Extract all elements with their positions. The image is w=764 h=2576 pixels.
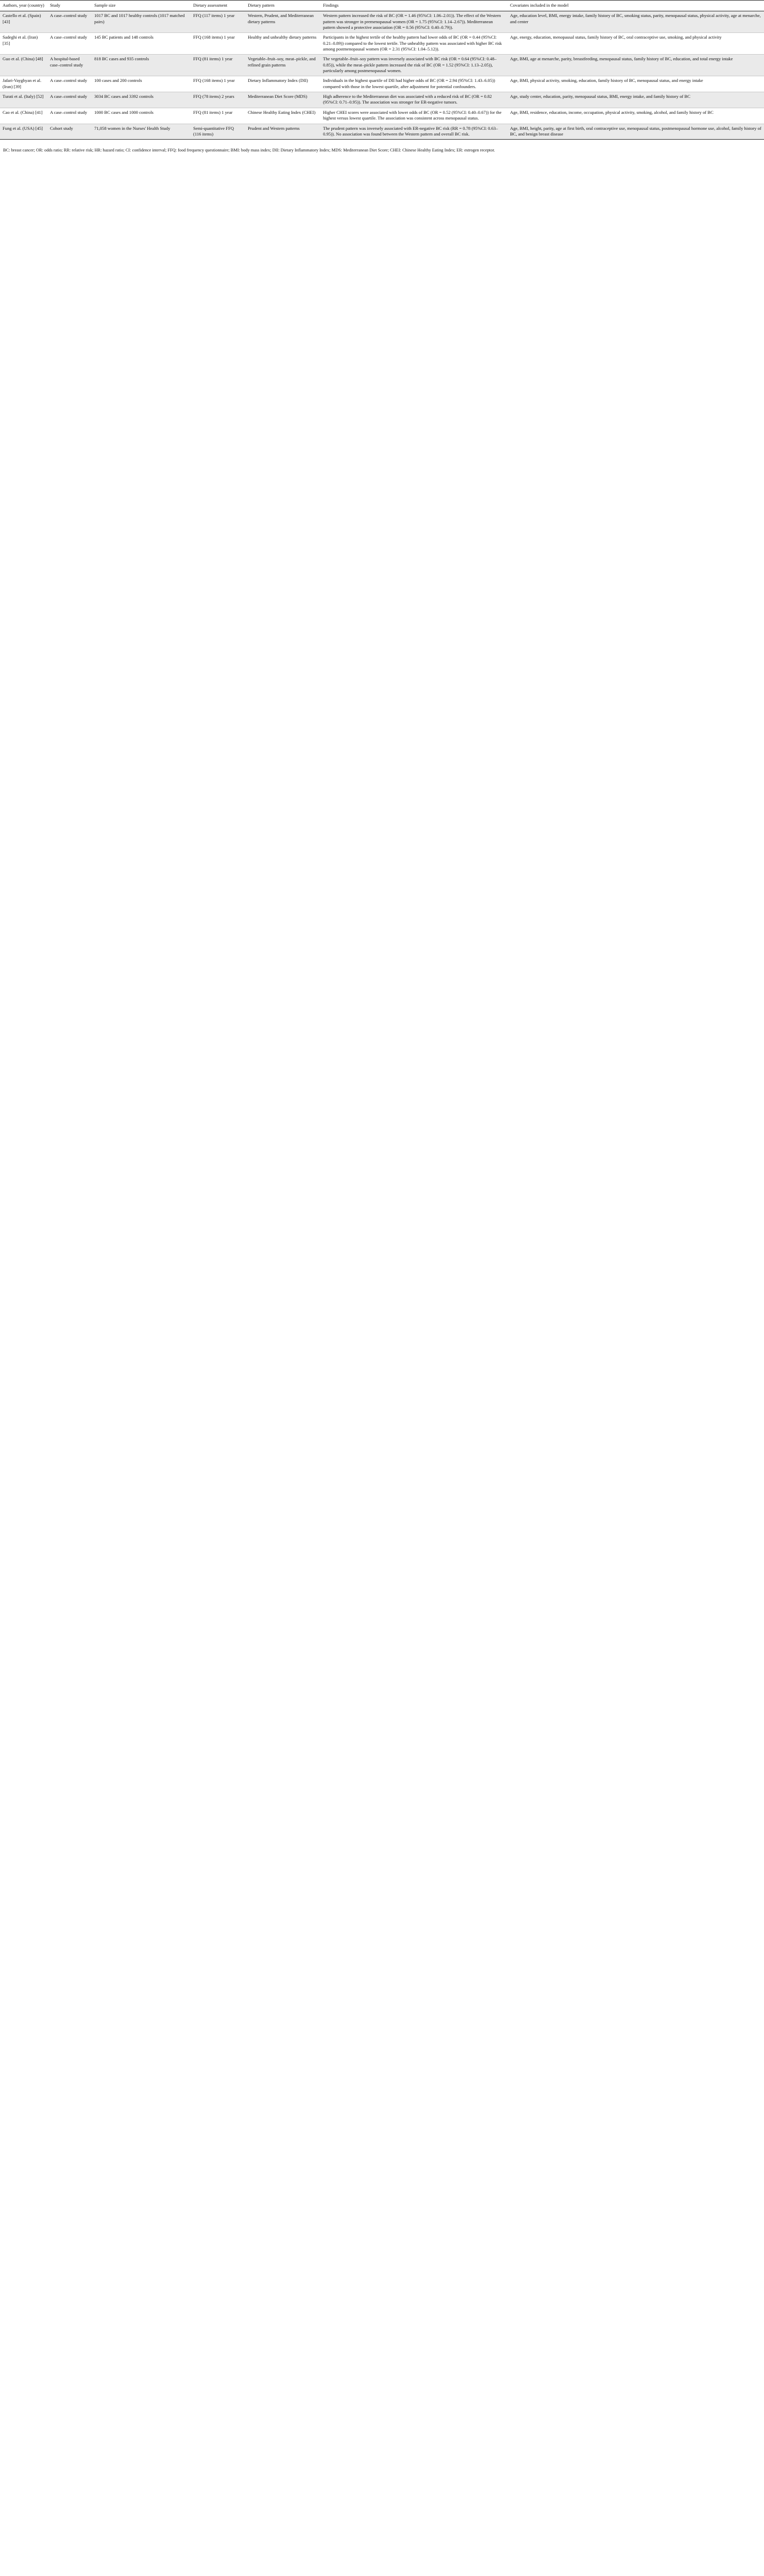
- cell-study: A hospital-based case–control study: [47, 55, 92, 76]
- cell-assessment: Semi-quantitative FFQ (116 items): [191, 124, 245, 140]
- cell-pattern: Dietary Inflammatory Index (DII): [245, 76, 320, 92]
- cell-sample: 145 BC patients and 148 controls: [92, 33, 191, 55]
- header-study: Study: [47, 1, 92, 11]
- cell-findings: Western pattern increased the risk of BC (OR = 1.46 (95%CI: 1.06–2.01)). The effect of the Western pattern was stronger in premenopausal women (OR = 1.75 (95%CI: 1.14–2.67)). Mediterranean pattern showed a protective association (OR = 0.56 (95%CI: 0.40–0.79)).: [320, 11, 507, 33]
- cell-assessment: FFQ (117 items) 1 year: [191, 11, 245, 33]
- cell-covariates: Age, energy, education, menopausal status, family history of BC, oral contraceptive use, smoking, and physical activity: [507, 33, 764, 55]
- cell-study: A case–control study: [47, 108, 92, 124]
- cell-author: Cao et al. (China) [41]: [0, 108, 47, 124]
- cell-sample: 818 BC cases and 935 controls: [92, 55, 191, 76]
- cell-assessment: FFQ (81 items) 1 year: [191, 55, 245, 76]
- cell-pattern: Western, Prudent, and Mediterranean dietary patterns: [245, 11, 320, 33]
- cell-pattern: Prudent and Western patterns: [245, 124, 320, 140]
- cell-author: Turati et al. (Italy) [52]: [0, 92, 47, 108]
- cell-covariates: Age, study center, education, parity, menopausal status, BMI, energy intake, and family history of BC: [507, 92, 764, 108]
- cell-findings: The prudent pattern was inversely associated with ER-negative BC risk (RR = 0.78 (95%CI: 0.63–0.95)). No association was found between the Western pattern and overall BC risk.: [320, 124, 507, 140]
- cell-author: Jafari-Vayghyan et al. (Iran) [39]: [0, 76, 47, 92]
- table-footnote: BC: breast cancer; OR: odds ratio; RR: relative risk; HR: hazard ratio; CI: confidence interval; FFQ: food frequency questionnaire; BMI: body mass index; DII: Dietary Inflammatory Index; MDS: Mediterranean Diet Score; CHEI: Chinese Healthy Eating Index; ER: estrogen receptor.: [3, 147, 495, 152]
- cell-author: Guo et al. (China) [48]: [0, 55, 47, 76]
- cell-author: Sadeghi et al. (Iran) [35]: [0, 33, 47, 55]
- cell-findings: Individuals in the highest quartile of DII had higher odds of BC (OR = 2.94 (95%CI: 1.43–6.05)) compared with those in the lowest quartile, after adjustment for potential confounders.: [320, 76, 507, 92]
- cell-findings: Higher CHEI scores were associated with lower odds of BC (OR = 0.52 (95%CI: 0.40–0.67)) for the highest versus lowest quartile. The association was consistent across menopausal status.: [320, 108, 507, 124]
- cell-covariates: Age, BMI, physical activity, smoking, education, family history of BC, menopausal status, and energy intake: [507, 76, 764, 92]
- cell-assessment: FFQ (81 items) 1 year: [191, 108, 245, 124]
- header-covariates: Covariates included in the model: [507, 1, 764, 11]
- cell-covariates: Age, BMI, residence, education, income, occupation, physical activity, smoking, alcohol, and family history of BC: [507, 108, 764, 124]
- cell-findings: High adherence to the Mediterranean diet was associated with a reduced risk of BC (OR = 0.82 (95%CI: 0.71–0.95)). The association was stronger for ER-negative tumors.: [320, 92, 507, 108]
- studies-table: [0, 0, 764, 140]
- cell-assessment: FFQ (168 items) 1 year: [191, 33, 245, 55]
- table-row: [0, 124, 764, 140]
- cell-pattern: Mediterranean Diet Score (MDS): [245, 92, 320, 108]
- cell-sample: 71,058 women in the Nurses' Health Study: [92, 124, 191, 140]
- header-author: Authors, year (country): [0, 1, 47, 11]
- cell-assessment: FFQ (168 items) 1 year: [191, 76, 245, 92]
- cell-pattern: Healthy and unhealthy dietary patterns: [245, 33, 320, 55]
- cell-covariates: Age, education level, BMI, energy intake, family history of BC, smoking status, parity, menopausal status, physical activity, age at menarche, and center: [507, 11, 764, 33]
- table-row: [0, 108, 764, 124]
- page: [0, 0, 764, 153]
- table-body: [0, 11, 764, 140]
- cell-sample: 1017 BC and 1017 healthy controls (1017 matched pairs): [92, 11, 191, 33]
- table-row: [0, 76, 764, 92]
- header-dietary-assessment: Dietary assessment: [191, 1, 245, 11]
- table-row: [0, 11, 764, 33]
- cell-sample: 100 cases and 200 controls: [92, 76, 191, 92]
- cell-study: A case–control study: [47, 76, 92, 92]
- cell-study: A case–control study: [47, 11, 92, 33]
- cell-assessment: FFQ (78 items) 2 years: [191, 92, 245, 108]
- cell-pattern: Vegetable–fruit–soy, meat–pickle, and refined grain patterns: [245, 55, 320, 76]
- header-row: [0, 1, 764, 11]
- table-row: [0, 55, 764, 76]
- table-row: [0, 33, 764, 55]
- cell-study: A case–control study: [47, 92, 92, 108]
- cell-study: A case–control study: [47, 33, 92, 55]
- cell-findings: Participants in the highest tertile of the healthy pattern had lower odds of BC (OR = 0.44 (95%CI: 0.21–0.89)) compared to the lowest tertile. The unhealthy pattern was associated with higher BC risk among postmenopausal women (OR = 2.31 (95%CI: 1.04–5.12)).: [320, 33, 507, 55]
- cell-sample: 3034 BC cases and 3392 controls: [92, 92, 191, 108]
- cell-findings: The vegetable–fruit–soy pattern was inversely associated with BC risk (OR = 0.64 (95%CI: 0.48–0.85)), while the meat–pickle pattern increased the risk of BC (OR = 1.52 (95%CI: 1.13–2.05)), particularly among postmenopausal women.: [320, 55, 507, 76]
- cell-author: Castello et al. (Spain) [43]: [0, 11, 47, 33]
- cell-author: Fung et al. (USA) [45]: [0, 124, 47, 140]
- header-sample-size: Sample size: [92, 1, 191, 11]
- header-findings: Findings: [320, 1, 507, 11]
- cell-sample: 1000 BC cases and 1000 controls: [92, 108, 191, 124]
- cell-study: Cohort study: [47, 124, 92, 140]
- table-header: [0, 1, 764, 11]
- cell-covariates: Age, BMI, age at menarche, parity, breastfeeding, menopausal status, family history of BC, education, and total energy intake: [507, 55, 764, 76]
- header-dietary-pattern: Dietary pattern: [245, 1, 320, 11]
- cell-pattern: Chinese Healthy Eating Index (CHEI): [245, 108, 320, 124]
- table-row: [0, 92, 764, 108]
- cell-covariates: Age, BMI, height, parity, age at first birth, oral contraceptive use, menopausal status, postmenopausal hormone use, alcohol, family history of BC, and benign breast disease: [507, 124, 764, 140]
